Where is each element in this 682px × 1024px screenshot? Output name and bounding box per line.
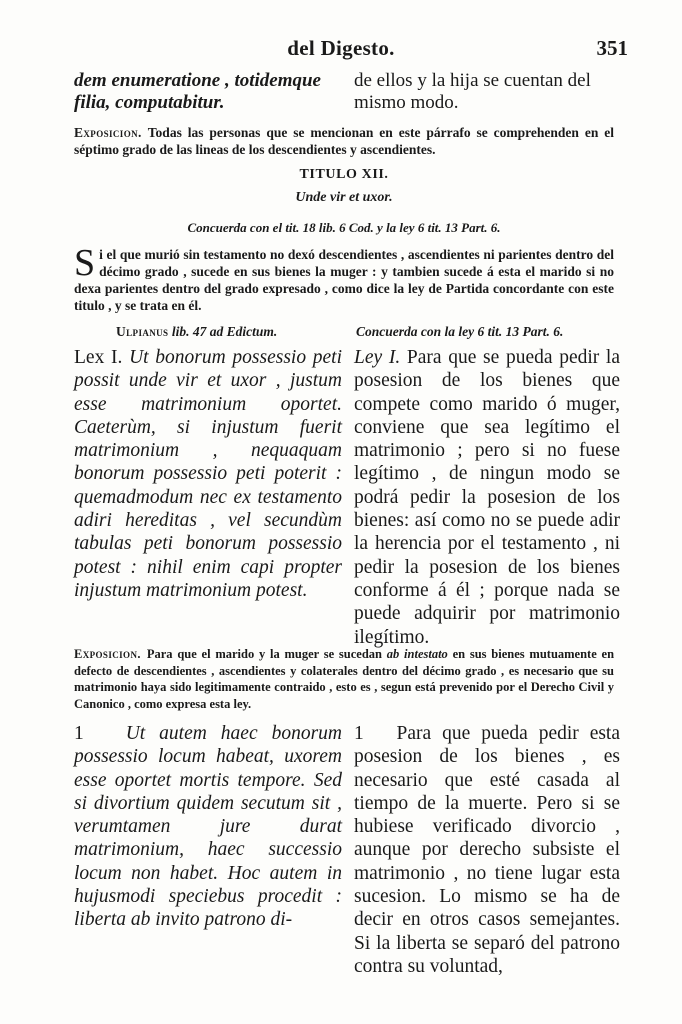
running-title: del Digesto. <box>287 36 395 60</box>
running-head <box>0 36 682 66</box>
summary-text: i el que murió sin testamento no dexó descendientes , ascendientes ni parientes dentro del décimo grado , sucede en sus bienes la muger : y tambien sucede á esta el marido si no dexa parientes dentro del grado expresado , como dice la ley de Partida concordante con este titulo , y se trata en él. <box>74 247 614 313</box>
latin-continuation: dem enumeratione , totidemque filia, computabitur. <box>74 70 321 113</box>
fragment-1-spanish-number: 1 <box>354 723 364 744</box>
drop-cap: S <box>74 242 96 284</box>
spanish-concordance: Concuerda con la ley 6 tit. 13 Part. 6. <box>356 324 564 339</box>
titulo-concordance: Concuerda con el tit. 18 lib. 6 Cod. y la ley 6 tit. 13 Part. 6. <box>187 220 501 235</box>
titulo-subtitle: Unde vir et uxor. <box>295 190 393 205</box>
exposicion-label-2: Exposicion. <box>74 647 141 661</box>
fragment-1-latin-number: 1 <box>74 723 84 744</box>
top-parallel-text <box>74 70 620 116</box>
exposicion-label: Exposicion. <box>74 125 142 140</box>
source-reference: lib. 47 ad Edictum. <box>171 324 278 339</box>
fragment-1-latin-text: Ut autem haec bonorum possessio locum habeat, uxorem esse oportet mortis tempore. Sed si divortium quidem secutum sit , verumtamen jure durat matrimonium, haec successio locum non habet. Hoc autem in hujusmodi speciebus procedit : liberta ab invito patrono di- <box>74 723 343 931</box>
fragment-1-spanish <box>354 722 620 978</box>
lex-1-latin-lead: Lex I. <box>74 347 123 368</box>
lex-1-latin <box>74 346 342 602</box>
lex-1-spanish-text: Para que se pueda pedir la posesion de los bienes que compete como marido ó muger, conviene que sea legítimo el matrimonio ; pero si no fuese legítimo , de ningun modo se podrá pedir la posesion de los bienes: así como no se puede adir la herencia por el testamento , ni pedir la posesion de los bienes conforme á él ; porque nada se puede adquirir por matrimonio ilegítimo. <box>354 347 621 648</box>
fragment-1-spanish-text: Para que pueda pedir esta posesion de los bienes , es necesario que esté casada al tiempo de la muerte. Pero si se hubiese verificado divorcio , aunque por derecho subsiste el matrimonio , no tiene lugar esta sucesion. Lo mismo se ha de decir en otros casos semejantes. Si la liberta se separó del patrono contra su voluntad, <box>354 723 621 977</box>
exposicion-2-italic: ab intestato <box>386 647 448 661</box>
titulo-summary <box>74 242 614 314</box>
exposicion-text: Todas las personas que se mencionan en este párrafo se comprehenden en el séptimo grado de las lineas de los descendientes y ascendientes. <box>74 125 614 157</box>
page-number: 351 <box>596 36 628 60</box>
fragment-1-latin <box>74 722 342 932</box>
exposicion-2-text-b: en sus bienes mutuamente en defecto de descendientes , ascendientes y colaterales dentro del décimo grado , es necesario que su matrimonio haya sido legitimamente contraido , esto es , segun está prevenido por el Derecho Civil y Canonico , como expresa esta ley. <box>74 647 615 711</box>
lex-1-latin-text: Ut bonorum possessio peti possit unde vir et uxor , justum esse matrimonium oportet. Caeterùm, si injustum fuerit matrimonium , nequaquam bonorum possessio peti poterit : quemadmodum nec ex testamento adiri hereditas , vel secundùm tabulas peti bonorum possessio potest : nihil enim capi propter injustum matrimonium potest. <box>74 347 343 601</box>
titulo-heading: TITULO XII. <box>299 167 389 182</box>
lex-1-spanish-lead: Ley I. <box>354 347 401 368</box>
exposicion-paragraph-2 <box>74 646 614 712</box>
spanish-continuation: de ellos y la hija se cuentan del mismo modo. <box>354 70 591 113</box>
exposicion-paragraph <box>74 124 614 158</box>
lex-1-spanish <box>354 346 620 649</box>
exposicion-2-text-a: Para que el marido y la muger se sucedan <box>146 647 382 661</box>
latin-source <box>116 324 277 340</box>
source-author: Ulpianus <box>116 324 169 339</box>
